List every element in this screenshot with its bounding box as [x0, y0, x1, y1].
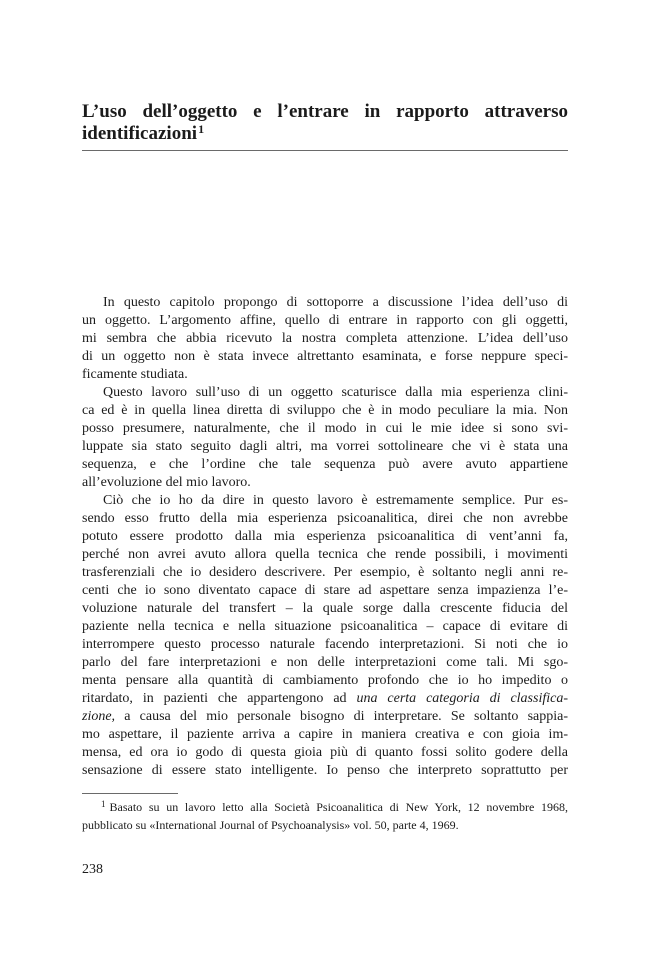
text-segment: ritardato, in pazienti che appartengono ad: [82, 691, 357, 706]
text-line: potuto essere prodotto dalla mia esperienza psicoanalitica di vent’anni fa,: [82, 529, 568, 544]
body-text: [82, 294, 568, 780]
text-line: menta pensare alla quantità di cambiamento profondo che io ho impedito o: [82, 673, 568, 688]
text-line: sequenza, e che l’ordine che tale sequenza può avere avuto appartiene: [82, 457, 568, 472]
text-line: voluzione naturale del transfert – la quale sorge dalla crescente fiducia del: [82, 601, 568, 616]
text-line: ca ed è in quella linea diretta di sviluppo che è in modo peculiare la mia. Non: [82, 403, 568, 418]
footnote-marker: 1: [101, 799, 106, 809]
paragraph: [82, 294, 568, 384]
footnote-text: Basato su un lavoro letto alla Società Psicoanalitica di New York, 12 novembre 1968,: [109, 800, 568, 814]
italic-segment: zione,: [82, 709, 116, 724]
text-line: [82, 708, 568, 726]
text-line: di un oggetto non è stata invece altrettanto esaminata, e forse neppure speci-: [82, 349, 568, 364]
text-line: [82, 690, 568, 708]
text-line: ficamente studiata.: [82, 367, 188, 382]
text-line: sensazione di essere stato intelligente. Io penso che interpreto soprattutto per: [82, 763, 568, 778]
text-line: posso presumere, naturalmente, che il modo in cui le mie idee si sono svi-: [82, 421, 568, 436]
text-line: all’evoluzione del mio lavoro.: [82, 475, 251, 490]
text-line: Questo lavoro sull’uso di un oggetto scaturisce dalla mia esperienza clini-: [103, 385, 568, 400]
text-line: paziente nella tecnica e nella situazione psicoanalitica – capace di evitare di: [82, 619, 568, 634]
chapter-title: [82, 101, 568, 145]
text-line: mo aspettare, il paziente arriva a capire in maniera creativa e con gioia im-: [82, 727, 568, 742]
chapter-title-text: identificazioni: [82, 123, 198, 144]
text-line: mi sembra che abbia ricevuto la nostra completa attenzione. L’idea dell’uso: [82, 331, 568, 346]
text-line: Ciò che io ho da dire in questo lavoro è estremamente semplice. Pur es-: [103, 493, 568, 508]
text-line: centi che io sono diventato capace di stare ad aspettare senza impazienza l’e-: [82, 583, 568, 598]
italic-segment: una certa categoria di classifica-: [356, 691, 568, 706]
text-line: un oggetto. L’argomento affine, quello di entrare in rapporto con gli oggetti,: [82, 313, 568, 328]
footnote-reference: 1: [198, 122, 205, 136]
chapter-title-line: L’uso dell’oggetto e l’entrare in rapporto attraverso: [82, 101, 568, 122]
footnote-rule: [82, 793, 178, 794]
paragraph: [82, 384, 568, 492]
text-line: In questo capitolo propongo di sottoporre a discussione l’idea dell’uso di: [103, 295, 568, 310]
title-rule: [82, 150, 568, 151]
footnote-line: pubblicato su «International Journal of Psychoanalysis» vol. 50, parte 4, 1969.: [82, 818, 459, 832]
text-line: parlo del fare interpretazioni e non delle interpretazioni come tali. Mi sgo-: [82, 655, 568, 670]
text-line: luppate sia stato seguito dagli altri, ma vorrei sottolineare che vi è stata una: [82, 439, 568, 454]
page-number: 238: [82, 862, 103, 877]
footnote: [82, 798, 568, 834]
chapter-title-line: [82, 123, 568, 145]
text-line: mensa, ed ora io godo di questa gioia più di quanto fossi solito godere della: [82, 745, 568, 760]
footnote-line: [82, 798, 568, 816]
text-line: sendo esso frutto della mia esperienza psicoanalitica, direi che non avrebbe: [82, 511, 568, 526]
paragraph: [82, 492, 568, 780]
text-line: trasferenziali che io desidero descrivere. Per esempio, è soltanto negli anni re-: [82, 565, 568, 580]
text-line: interrompere questo processo naturale facendo interpretazioni. Si noti che io: [82, 637, 568, 652]
text-line: perché non avrei avuto allora quella tecnica che rende possibili, i movimenti: [82, 547, 568, 562]
text-segment: a causa del mio personale bisogno di interpretare. Se soltanto sappia-: [115, 709, 568, 724]
